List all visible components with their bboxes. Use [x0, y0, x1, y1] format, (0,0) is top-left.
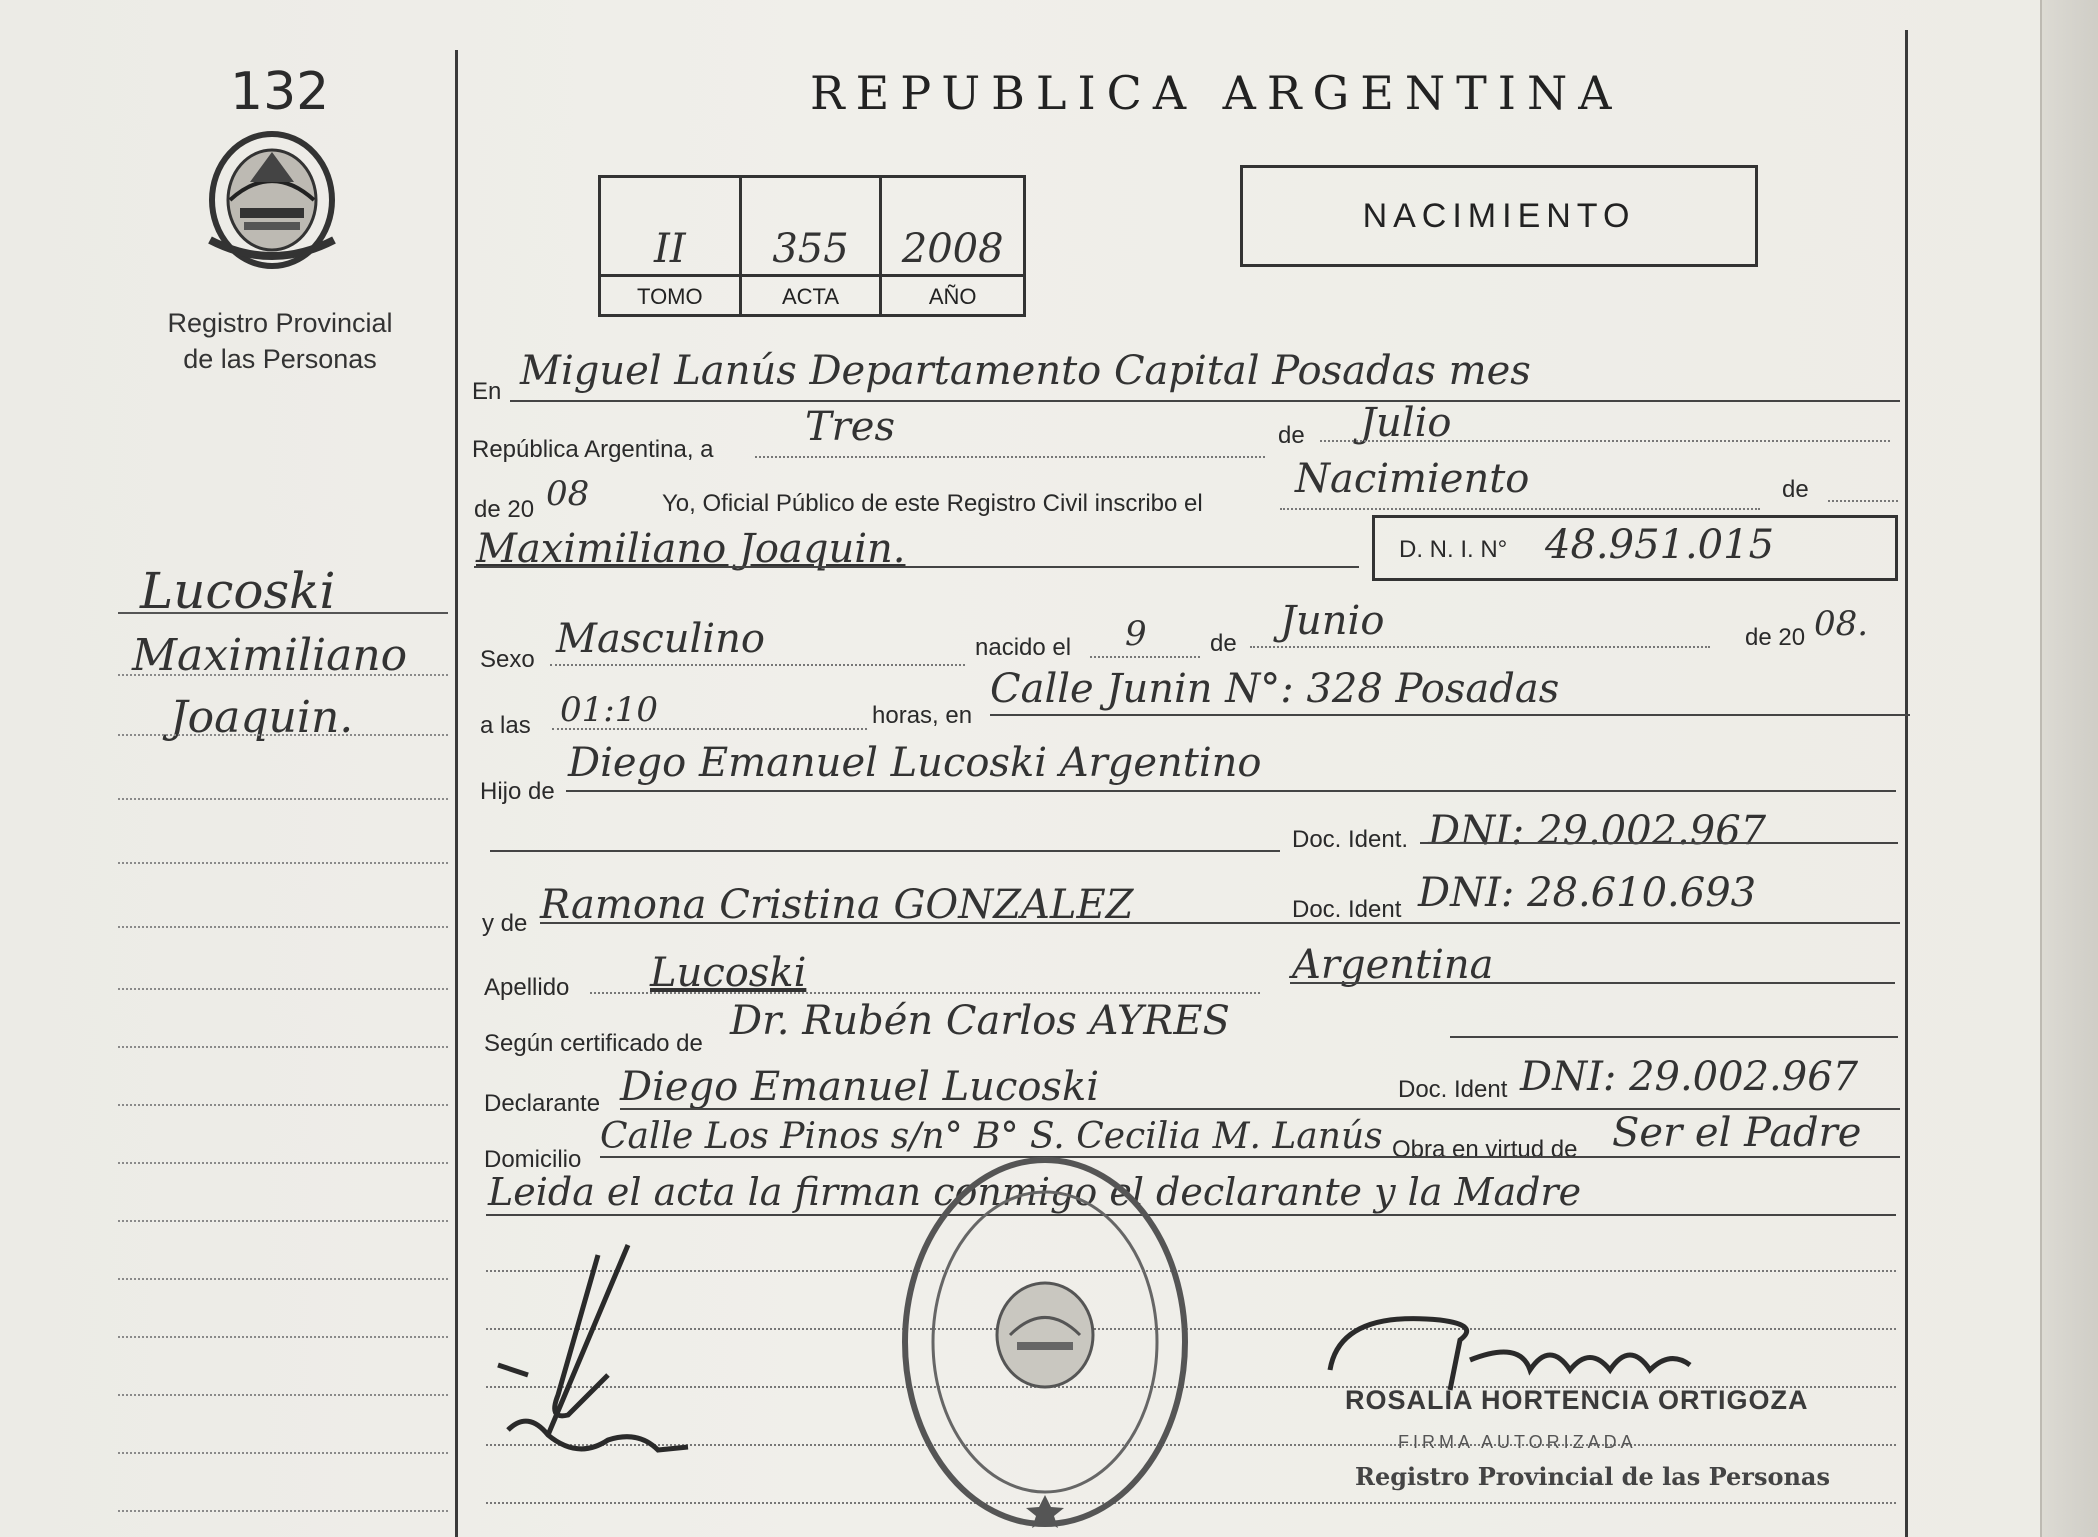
de3-label: de [1210, 630, 1237, 657]
leida-text: Leida el acta la firman conmigo el declarante y la Madre [488, 1170, 1582, 1214]
margin-line [118, 862, 448, 864]
registry-line-2: de las Personas [183, 344, 377, 374]
margin-line [118, 798, 448, 800]
padre-doc: DNI: 29.002.967 [1428, 808, 1767, 854]
line [510, 400, 1900, 402]
alas-label: a las [480, 712, 531, 739]
margin-line [118, 1162, 448, 1164]
margin-line [118, 1452, 448, 1454]
hijo-label: Hijo de [480, 778, 555, 805]
margin-line [118, 1510, 448, 1512]
margin-line [118, 1278, 448, 1280]
en-value: Miguel Lanús Departamento Capital Posadas mes [520, 348, 1531, 394]
de-label: de [1278, 422, 1305, 449]
line [1320, 440, 1890, 442]
acta-cell [742, 178, 883, 314]
margin-line [118, 1394, 448, 1396]
margin-line [118, 734, 448, 736]
page-edge [2040, 0, 2098, 1537]
dni-label: D. N. I. N° [1399, 536, 1508, 563]
right-border [1905, 30, 1908, 1537]
nacido-mes: Junio [1280, 598, 1385, 644]
margin-line [118, 926, 448, 928]
declarante-doc: DNI: 29.002.967 [1520, 1054, 1859, 1100]
hora-value: 01:10 [560, 690, 658, 730]
dni-value: 48.951.015 [1545, 522, 1775, 568]
registry-footer: Registro Provincial de las Personas [1355, 1462, 1830, 1491]
margin-line [118, 612, 448, 614]
docid-label: Doc. Ident. [1292, 826, 1409, 853]
registry-name [130, 305, 430, 377]
obra-label: Obra en virtud de [1392, 1136, 1578, 1163]
line [566, 790, 1896, 792]
margin-line [118, 674, 448, 676]
inscribe-value: Nacimiento [1295, 456, 1530, 502]
nombre-value: Maximiliano Joaquin. [476, 526, 906, 572]
padre-value: Diego Emanuel Lucoski Argentino [568, 740, 1262, 786]
sexo-label: Sexo [480, 646, 535, 673]
line [755, 456, 1265, 458]
anio-label: AÑO [928, 284, 977, 309]
authorized-signature-label: FIRMA AUTORIZADA [1398, 1432, 1637, 1452]
oficial-text: Yo, Oficial Público de este Registro Civil inscribo el [662, 490, 1203, 517]
domicilio-label: Domicilio [484, 1146, 582, 1173]
acta-label: ACTA [781, 284, 840, 309]
margin-line [118, 1046, 448, 1048]
line [552, 728, 867, 730]
margin-line [118, 988, 448, 990]
folio-number: 132 [230, 62, 330, 122]
apellido-value: Lucoski [650, 950, 807, 996]
line [1250, 646, 1710, 648]
dia-value: Tres [805, 404, 895, 450]
tomo-value: II [601, 226, 739, 277]
de20-label: de 20 [474, 496, 535, 523]
line [540, 922, 1900, 924]
line [990, 714, 1910, 716]
line [1280, 508, 1760, 510]
margin-line [118, 1104, 448, 1106]
obra-value: Ser el Padre [1612, 1110, 1862, 1156]
country-title: REPUBLICA ARGENTINA [810, 66, 1623, 120]
margin-line [118, 1220, 448, 1222]
madre-nacionalidad: Argentina [1292, 942, 1494, 988]
republica-label: República Argentina, a [472, 436, 714, 463]
tomo-label: TOMO [637, 284, 703, 309]
madre-value: Ramona Cristina GONZALEZ [540, 882, 1134, 928]
line [1828, 500, 1898, 502]
line [1420, 842, 1898, 844]
margin-divider [455, 50, 458, 1537]
margin-line [118, 1336, 448, 1338]
anio-cell [882, 178, 1023, 314]
registry-line-1: Registro Provincial [167, 308, 393, 338]
margin-name-1: Maximiliano [132, 630, 408, 681]
de2-label: de [1782, 476, 1809, 503]
en-label: En [472, 378, 502, 405]
yde-label: y de [482, 910, 528, 937]
nacido-anio: 08. [1814, 604, 1869, 644]
acta-value: 355 [742, 226, 880, 277]
apellido-label: Apellido [484, 974, 570, 1001]
declarante-label: Declarante [484, 1090, 601, 1117]
record-type-box: NACIMIENTO [1240, 165, 1758, 267]
line [1450, 1036, 1898, 1038]
declarant-signature-icon [488, 1235, 708, 1475]
tomo-cell [601, 178, 742, 314]
provincial-crest-icon [200, 122, 345, 282]
docid3-label: Doc. Ident [1398, 1076, 1508, 1103]
horas-label: horas, en [872, 702, 973, 729]
line [590, 992, 1260, 994]
domicilio-value: Calle Los Pinos s/n° B° S. Cecilia M. Lanús [600, 1116, 1383, 1157]
official-stamp-icon [895, 1150, 1195, 1535]
lugar-value: Calle Junin N°: 328 Posadas [990, 666, 1560, 712]
line [1290, 982, 1895, 984]
officer-name: ROSALIA HORTENCIA ORTIGOZA [1345, 1385, 1809, 1415]
docid2-label: Doc. Ident [1292, 896, 1402, 923]
margin-surname: Lucoski [140, 562, 336, 620]
segun-label: Según certificado de [484, 1030, 703, 1057]
margin-name-2: Joaquin. [170, 692, 354, 743]
certificado-value: Dr. Rubén Carlos AYRES [730, 998, 1230, 1044]
line [474, 566, 1359, 568]
nacido-dia: 9 [1125, 614, 1147, 654]
nacido-label: nacido el [975, 634, 1072, 661]
line [550, 664, 965, 666]
madre-doc: DNI: 28.610.693 [1418, 870, 1757, 916]
anio-value: 2008 [882, 226, 1023, 277]
line [1090, 656, 1200, 658]
declarante-value: Diego Emanuel Lucoski [620, 1064, 1099, 1110]
record-id-table [598, 175, 1026, 317]
line [600, 1156, 1900, 1158]
sexo-value: Masculino [556, 616, 765, 662]
dni-box [1372, 515, 1898, 581]
anio-short-value: 08 [546, 474, 590, 514]
line [490, 850, 1280, 852]
de20b-label: de 20 [1745, 624, 1806, 651]
mes-value: Julio [1360, 400, 1452, 446]
